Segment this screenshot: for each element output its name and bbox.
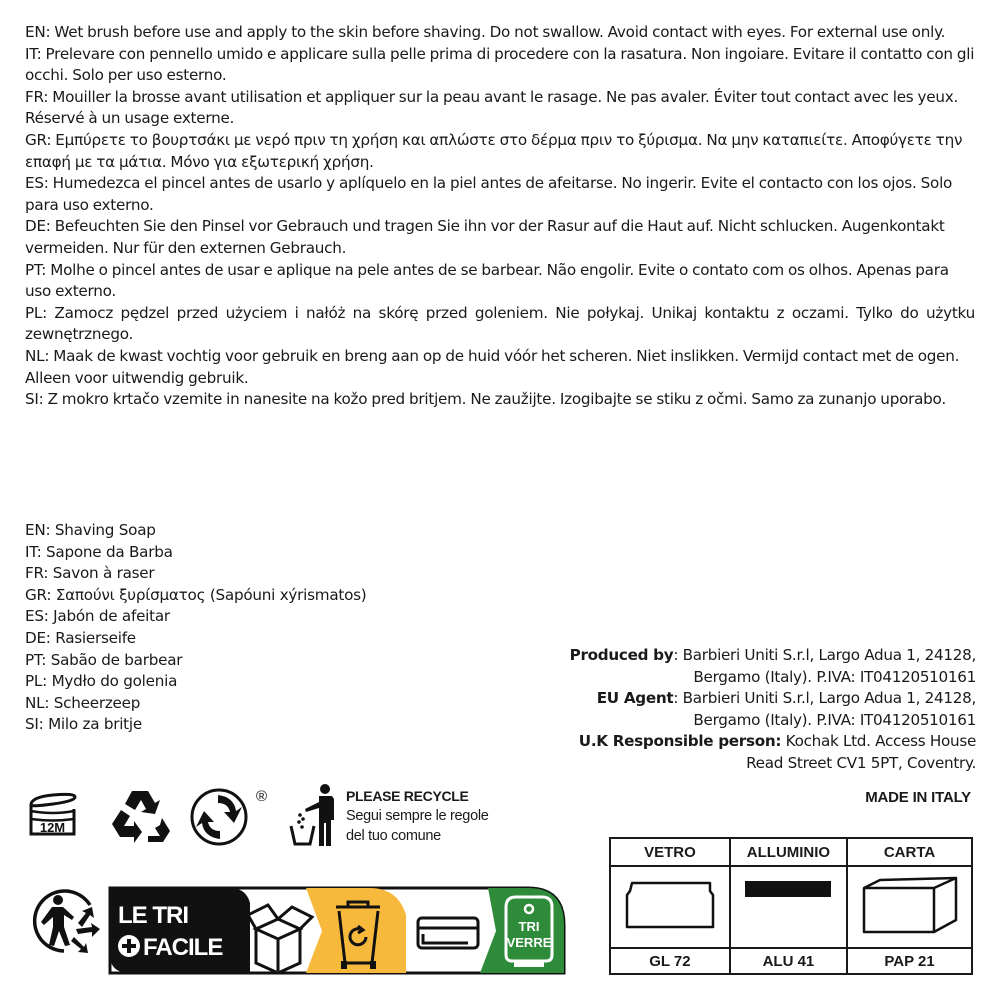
le-tri-facile-banner: [108, 885, 568, 975]
instruction-it: IT: Prelevare con pennello umido e applicare sulla pelle prima di procedere con la rasatura. Non ingoiare. Evitare il contatto con gli occhi. Solo per uso esterno.: [25, 44, 975, 85]
product-name-pt: PT: Sabão de barbear: [25, 650, 183, 669]
product-names: [25, 520, 366, 736]
instruction-de: DE: Befeuchten Sie den Pinsel vor Gebrauch und tragen Sie ihn vor der Rasur auf die Haut auf. Nicht schlucken. Augenkontakt vermeiden. Nur für den externen Gebrauch.: [25, 217, 945, 257]
product-name-pl: PL: Mydło do golenia: [25, 672, 178, 691]
material-code-paper: PAP 21: [847, 948, 972, 974]
uk-person-name: Kochak Ltd. Access House: [781, 732, 976, 751]
usage-instructions: [25, 22, 975, 411]
instruction-gr: GR: Εμπύρετε το βουρτσάκι με νερό πριν τη χρήση και απλώστε στο δέρμα πριν το ξύρισμα. Να μην καταπιείτε. Αποφύγετε την επαφή με τα μάτια. Μόνο για εξωτερική χρήση.: [25, 130, 963, 171]
product-name-de: DE: Rasierseife: [25, 628, 136, 647]
pao-label: 12M: [39, 820, 66, 835]
product-name-fr: FR: Savon à raser: [25, 564, 155, 583]
producer-line: [546, 645, 976, 667]
material-code-glass: GL 72: [610, 948, 730, 974]
eu-agent-vat: Bergamo (Italy). P.IVA: IT04120510161: [693, 710, 976, 729]
instruction-es: ES: Humedezca el pincel antes de usarlo y aplíquelo en la piel antes de afeitarse. No ingerir. Evite el contacto con los ojos. Solo para uso externo.: [25, 174, 953, 214]
product-name-gr: GR: Σαπούνι ξυρίσματος (Sapóuni xýrismatos): [25, 585, 367, 604]
materials-table: [609, 837, 973, 975]
product-name-es: ES: Jabón de afeitar: [25, 607, 170, 626]
instruction-si: SI: Z mokro krtačo vzemite in nanesite na kožo pred britjem. Ne zaužijte. Izogibajte se stiku z očmi. Samo za zunanjo uporabo.: [25, 390, 946, 409]
product-name-si: SI: Milo za britje: [25, 715, 142, 734]
material-header-paper: CARTA: [847, 838, 972, 866]
uk-person-line: [546, 731, 976, 753]
please-recycle-notice: [346, 786, 489, 846]
material-code-aluminium: ALU 41: [730, 948, 847, 974]
paper-box-cell: [847, 866, 972, 948]
product-name-it: IT: Sapone da Barba: [25, 542, 173, 561]
eu-agent-address: : Barbieri Uniti S.r.l, Largo Adua 1, 24128,: [673, 689, 976, 708]
aluminium-lid-cell: [730, 866, 847, 948]
recycle-icon: [108, 788, 174, 844]
made-in-italy: MADE IN ITALY: [865, 789, 971, 806]
glass-label-2: VERRE: [506, 935, 552, 950]
legal-info: [546, 645, 976, 775]
instruction-fr: FR: Mouiller la brosse avant utilisation et appliquer sur la peau avant le rasage. Ne pas avaler. Éviter tout contact avec les yeux. Réservé à un usage externe.: [25, 87, 959, 128]
glass-label-1: TRI: [518, 919, 540, 934]
aluminium-lid-pictogram-icon: [743, 879, 833, 931]
eu-agent-line: [546, 688, 976, 710]
uk-person-label: U.K Responsible person:: [578, 732, 782, 751]
registered-mark: ®: [256, 788, 268, 805]
litter-bin-icon: [288, 782, 340, 848]
material-header-glass: VETRO: [610, 838, 730, 866]
triman-icon: [30, 885, 102, 957]
instruction-pl: PL: Zamocz pędzel przed użyciem i nałóż na skórę przed goleniem. Nie połykaj. Unikaj kontaktu z oczami. Tylko do użytku zewnętrznego.: [25, 303, 975, 344]
instruction-en: EN: Wet brush before use and apply to the skin before shaving. Do not swallow. Avoid contact with eyes. For external use only.: [25, 23, 946, 41]
product-name-nl: NL: Scheerzeep: [25, 693, 141, 712]
pao-jar-icon: [27, 787, 79, 839]
producer-label: Produced by: [569, 646, 674, 664]
eu-agent-label: EU Agent: [596, 689, 674, 708]
paper-box-pictogram-icon: [862, 876, 958, 934]
glass-jar-pictogram-icon: [624, 879, 716, 931]
please-recycle-title: PLEASE RECYCLE: [346, 788, 469, 804]
recycle-rule-line2: del tuo comune: [346, 828, 441, 844]
glass-jar-cell: [610, 866, 730, 948]
instruction-pt: PT: Molhe o pincel antes de usar e aplique na pele antes de se barbear. Não engolir. Evite o contato com os olhos. Apenas para uso externo.: [25, 260, 949, 301]
producer-address: : Barbieri Uniti S.r.l, Largo Adua 1, 24128,: [673, 646, 976, 664]
green-dot-icon: [190, 785, 270, 847]
uk-person-address: Read Street CV1 5PT, Coventry.: [746, 753, 976, 772]
brand-line2: FACILE: [143, 934, 223, 961]
brand-line1: LE TRI: [118, 902, 188, 929]
instruction-nl: NL: Maak de kwast vochtig voor gebruik en breng aan op de huid vóór het scheren. Niet inslikken. Vermijd contact met de ogen. Alleen voor uitwendig gebruik.: [25, 346, 960, 387]
material-header-aluminium: ALLUMINIO: [730, 838, 847, 866]
producer-vat: Bergamo (Italy). P.IVA: IT04120510161: [693, 667, 976, 686]
recycle-rule-line1: Segui sempre le regole: [346, 808, 489, 824]
product-name-en: EN: Shaving Soap: [25, 521, 156, 539]
